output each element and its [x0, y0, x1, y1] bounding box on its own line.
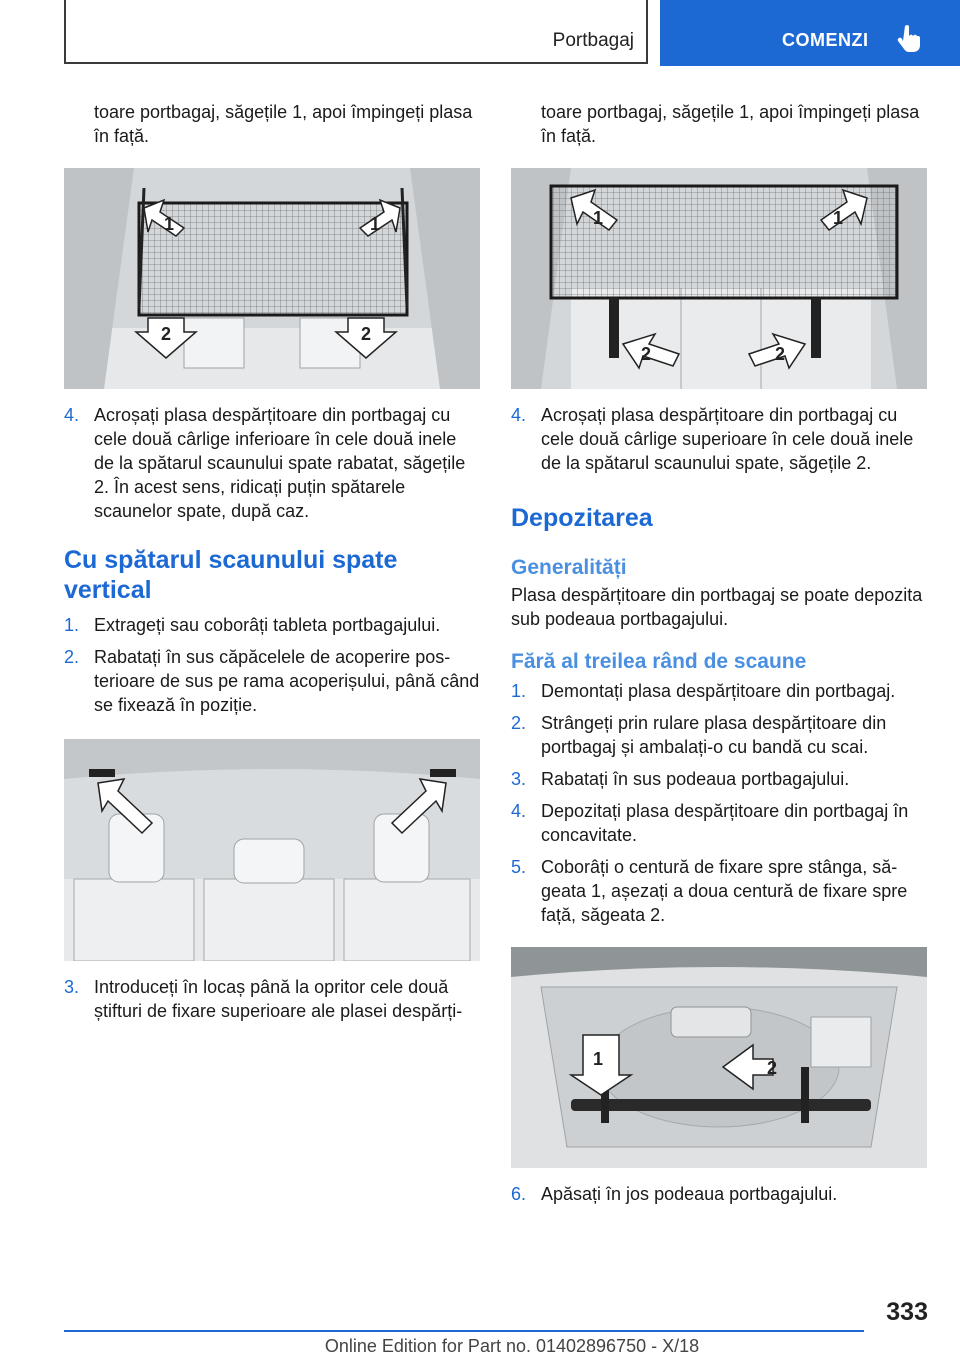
left-step-3 [64, 975, 480, 1023]
page-number: 333 [886, 1298, 928, 1326]
step-number: 4. [511, 405, 527, 425]
left-step-4 [64, 403, 480, 523]
roof-covers-illustration [64, 739, 480, 961]
fig1-left-label-2b: 2 [361, 324, 372, 344]
figure-net-lower-hooks [64, 168, 480, 389]
left-intro-text: toare portbagaj, săgețile 1, apoi împingeți plasa în față. [94, 102, 473, 146]
section-tab [64, 0, 648, 64]
fig1-right-label-2b: 2 [775, 344, 786, 364]
left-column [64, 100, 480, 1023]
comenzi-button[interactable] [660, 0, 960, 66]
left-step-1 [64, 613, 480, 637]
heading-vertical-backrest: Cu spătarul scaunului spate vertical [64, 546, 398, 604]
general-text: Plasa despărțitoare din portbagaj se poate depozita sub podeaua portbagajului. [511, 585, 923, 629]
fig1-right-label-1a: 1 [593, 208, 604, 228]
net-lower-hooks-illustration [64, 168, 480, 389]
subheading-no-third-row: Fără al treilea rând de scaune [511, 650, 807, 673]
footer-divider [64, 1330, 864, 1332]
right-step-2 [511, 711, 927, 759]
net-upper-hooks-illustration [511, 168, 927, 389]
step-number: 1. [64, 615, 80, 635]
right-intro-text: toare portbagaj, săgețile 1, apoi împingeți plasa în față. [541, 102, 920, 146]
right-step-6 [511, 1182, 927, 1206]
step-text: Apăsați în jos podeaua portbagajului. [541, 1184, 838, 1204]
right-step-5 [511, 855, 927, 927]
figure-underfloor-storage [511, 947, 927, 1168]
step-number: 3. [511, 769, 527, 789]
fig1-left-label-1a: 1 [164, 214, 175, 234]
step-text: Acroșați plasa despărțitoare din portbagaj cu cele două cârlige inferioare în cele două inele de la spătarul scaunului spate rabatat, săgețile 2. În acest sens, ridicați puțin spătarele scaunelor spate, după caz. [94, 405, 466, 521]
step-text: Introduceți în locaș până la opritor cele două știfturi de fixare superioare ale plasei despărți- [94, 977, 463, 1021]
right-column [511, 100, 927, 1206]
step-number: 4. [511, 801, 527, 821]
page-header [0, 0, 960, 66]
right-step-4b [511, 799, 927, 847]
step-text: Rabatați în sus podeaua portbagajului. [541, 769, 850, 789]
left-step-2 [64, 645, 480, 717]
right-step-3 [511, 767, 927, 791]
fig3-label-2: 2 [767, 1058, 778, 1078]
step-number: 1. [511, 681, 527, 701]
step-number: 2. [64, 647, 80, 667]
step-text: Rabatați în sus căpăcelele de acoperire posterioare de sus pe rama acoperișului, până când se fixează în poziție. [94, 647, 480, 715]
step-number: 5. [511, 857, 527, 877]
step-text: Depozitați plasa despărțitoare din portbagaj în concavitate. [541, 801, 909, 845]
step-text: Coborâți o centură de fixare spre stânga, săgeata 1, așezați a doua centură de fixare spre față, săgeata 2. [541, 857, 908, 925]
subheading-general: Generalități [511, 556, 627, 579]
step-text: Acroșați plasa despărțitoare din portbagaj cu cele două cârlige superioare în cele două inele de la spătarul scaunului spate, săgețile 2. [541, 405, 914, 473]
footer-edition: Online Edition for Part no. 01402896750 - X/18 [324, 1336, 700, 1356]
fig1-left-label-2a: 2 [161, 324, 172, 344]
fig3-label-1: 1 [593, 1049, 604, 1069]
heading-storage: Depozitarea [511, 504, 653, 532]
step-number: 6. [511, 1184, 527, 1204]
step-number: 3. [64, 977, 80, 997]
comenzi-label: COMENZI [782, 30, 869, 50]
step-text: Extrageți sau coborâți tableta portbagajului. [94, 615, 441, 635]
figure-roof-covers [64, 739, 480, 961]
figure-net-upper-hooks [511, 168, 927, 389]
underfloor-storage-illustration [511, 947, 927, 1168]
fig1-right-label-2a: 2 [641, 344, 652, 364]
right-step-4 [511, 403, 927, 475]
fig1-left-label-1b: 1 [370, 214, 381, 234]
step-number: 2. [511, 713, 527, 733]
step-text: Demontați plasa despărțitoare din portbagaj. [541, 681, 896, 701]
fig1-right-label-1b: 1 [833, 208, 844, 228]
step-text: Strângeți prin rulare plasa despărțitoare din portbagaj și ambalați-o cu bandă cu scai. [541, 713, 887, 757]
hand-pointer-icon [896, 24, 922, 54]
step-number: 4. [64, 405, 80, 425]
right-step-1 [511, 679, 927, 703]
section-title: Portbagaj [552, 30, 634, 51]
